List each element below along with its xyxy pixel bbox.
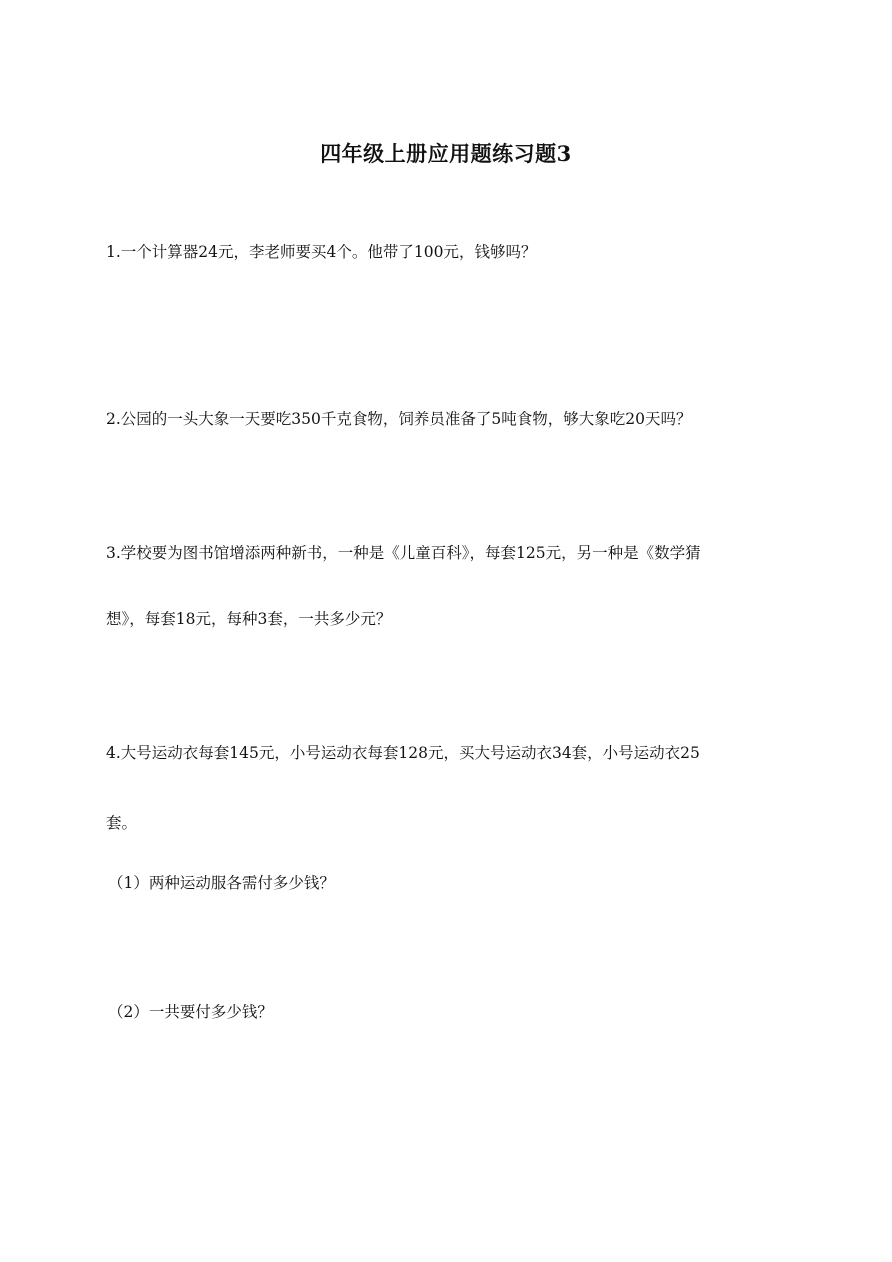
question-4-part-1: （1）两种运动服各需付多少钱？ [108,874,335,892]
question-3-line-1: 3.学校要为图书馆增添两种新书，一种是《儿童百科》，每套125元，另一种是《数学猜 [106,544,701,562]
question-4-part-2: （2）一共要付多少钱？ [108,1003,273,1021]
question-2-line-1: 2.公园的一头大象一天要吃350千克食物，饲养员准备了5吨食物，够大象吃20天吗？ [106,410,692,428]
question-3-line-2: 想》，每套18元，每种3套，一共多少元？ [106,610,392,628]
question-1-line-1: 1.一个计算器24元，李老师要买4个。他带了100元，钱够吗？ [106,243,537,261]
question-4-line-2: 套。 [106,814,138,832]
question-4-line-1: 4.大号运动衣每套145元，小号运动衣每套128元，买大号运动衣34套，小号运动衣25 [106,744,700,762]
page-title: 四年级上册应用题练习题3 [320,141,572,166]
